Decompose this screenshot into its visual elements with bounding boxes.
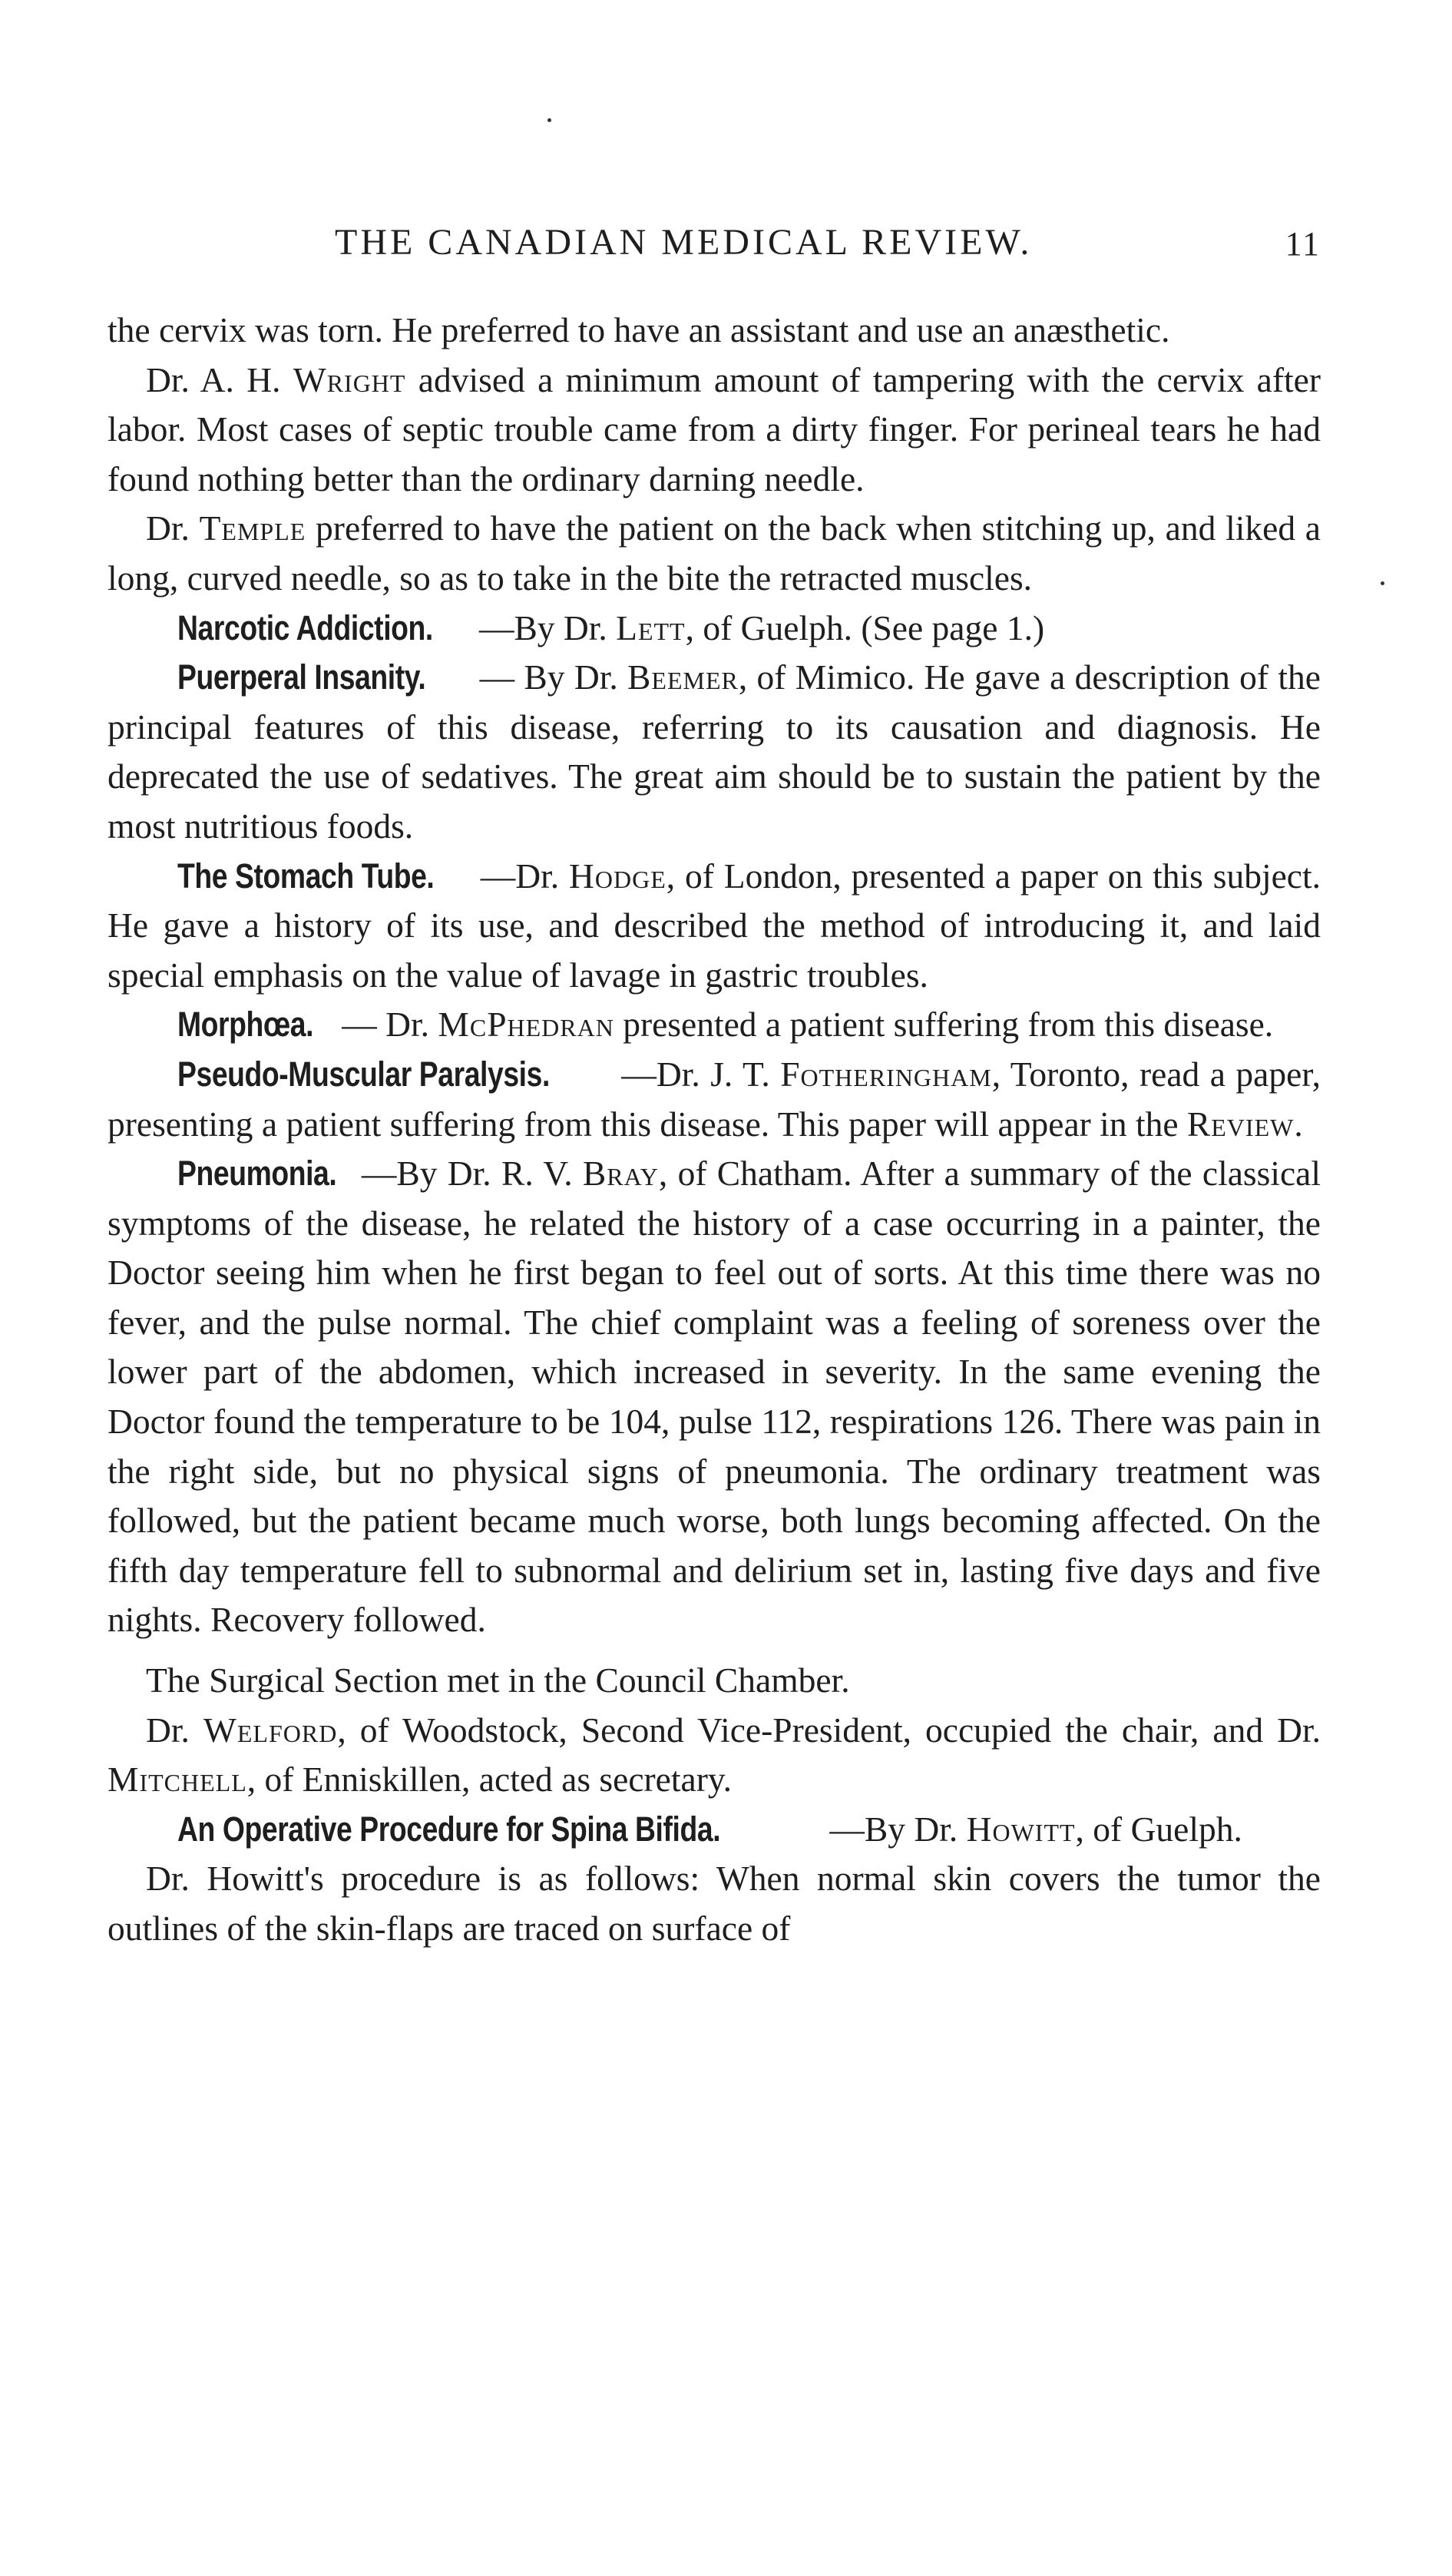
- paragraph: The Surgical Section met in the Council Chamber.: [146, 1660, 850, 1700]
- person-name: Howitt: [966, 1809, 1076, 1849]
- person-name: Temple: [199, 508, 306, 548]
- paragraph: Morphœa. — Dr. McPhedran presented a patient suffering from this disease.: [107, 1000, 1321, 1050]
- body-text: [107, 306, 1321, 1954]
- running-title: THE CANADIAN MEDICAL REVIEW.: [335, 222, 1033, 263]
- paragraph: the cervix was torn. He preferred to have an assistant and use an anæsthetic.: [107, 310, 1170, 349]
- paragraph: An Operative Procedure for Spina Bifida. —By Dr. Howitt, of Guelph.: [107, 1805, 1321, 1855]
- paragraph: The Stomach Tube. —Dr. Hodge, of London, presented a paper on this subject. He gave a history of its use, and described the method of introducing it, and laid special emphasis on the value of lavage in gastric troubles.: [107, 852, 1321, 1001]
- paragraph: Pseudo-Muscular Paralysis. —Dr. J. T. Fotheringham, Toronto, read a paper, presenting a patient suffering from this disease. This paper will appear in the Review.: [107, 1050, 1321, 1149]
- person-name: McPhedran: [438, 1005, 614, 1045]
- paragraph: Pneumonia. —By Dr. R. V. Bray, of Chatham. After a summary of the classical symptoms of the disease, he related the history of a case occurring in a painter, the Doctor seeing him when he first began to feel out of sorts. At this time there was no fever, and the pulse normal. The chief complaint was a feeling of soreness over the lower part of the abdomen, which increased in severity. In the same evening the Doctor found the temperature to be 104, pulse 112, respirations 126. There was pain in the right side, but no physical signs of pneumonia. The ordinary treatment was followed, but the patient became much worse, both lungs becoming affected. On the fifth day temperature fell to subnormal and delirium set in, lasting five days and five nights. Recovery followed.: [107, 1149, 1321, 1645]
- running-head: [107, 221, 1321, 267]
- section-heading: The Stomach Tube.: [177, 856, 435, 896]
- section-heading: Pseudo-Muscular Paralysis.: [177, 1054, 550, 1094]
- stray-ink-mark: [547, 118, 551, 122]
- paragraph: Dr. A. H. Wright advised a minimum amount of tampering with the cervix after labor. Most cases of septic trouble came from a dirty finger. For perineal tears he had found nothing better than the ordinary darning needle.: [107, 359, 1321, 498]
- paragraph: Dr. Welford, of Woodstock, Second Vice-President, occupied the chair, and Dr. Mitchell, of Enniskillen, acted as secretary.: [107, 1710, 1321, 1800]
- person-name: Mitchell: [107, 1760, 247, 1800]
- paragraph: Dr. Temple preferred to have the patient on the back when stitching up, and liked a long, curved needle, so as to take in the bite the retracted muscles.: [107, 508, 1321, 598]
- paragraph: Dr. Howitt's procedure is as follows: When normal skin covers the tumor the outlines of the skin-flaps are traced on surface of: [107, 1859, 1321, 1948]
- person-name: Wright: [293, 359, 406, 399]
- section-heading: Morphœa.: [177, 1005, 314, 1045]
- section-heading: Pneumonia.: [177, 1154, 337, 1194]
- journal-name: Review: [1186, 1104, 1295, 1144]
- section-heading: Puerperal Insanity.: [177, 657, 426, 697]
- person-name: Welford: [203, 1710, 338, 1750]
- person-name: Hodge: [569, 856, 666, 896]
- paragraph: Narcotic Addiction. —By Dr. Lett, of Guelph. (See page 1.): [107, 604, 1321, 654]
- section-heading: Narcotic Addiction.: [177, 608, 433, 647]
- page-number: 11: [1285, 225, 1321, 263]
- person-name: Beemer: [627, 657, 739, 697]
- person-name: Lett: [616, 608, 686, 647]
- section-heading: An Operative Procedure for Spina Bifida.: [177, 1809, 721, 1849]
- person-name: Fotheringham: [780, 1054, 992, 1094]
- stray-ink-mark: [1381, 581, 1384, 585]
- paragraph: Puerperal Insanity. — By Dr. Beemer, of Mimico. He gave a description of the principal features of this disease, referring to its causation and diagnosis. He deprecated the use of sedatives. The great aim should be to sustain the patient by the most nutritious foods.: [107, 653, 1321, 851]
- person-name: Bray: [582, 1154, 659, 1194]
